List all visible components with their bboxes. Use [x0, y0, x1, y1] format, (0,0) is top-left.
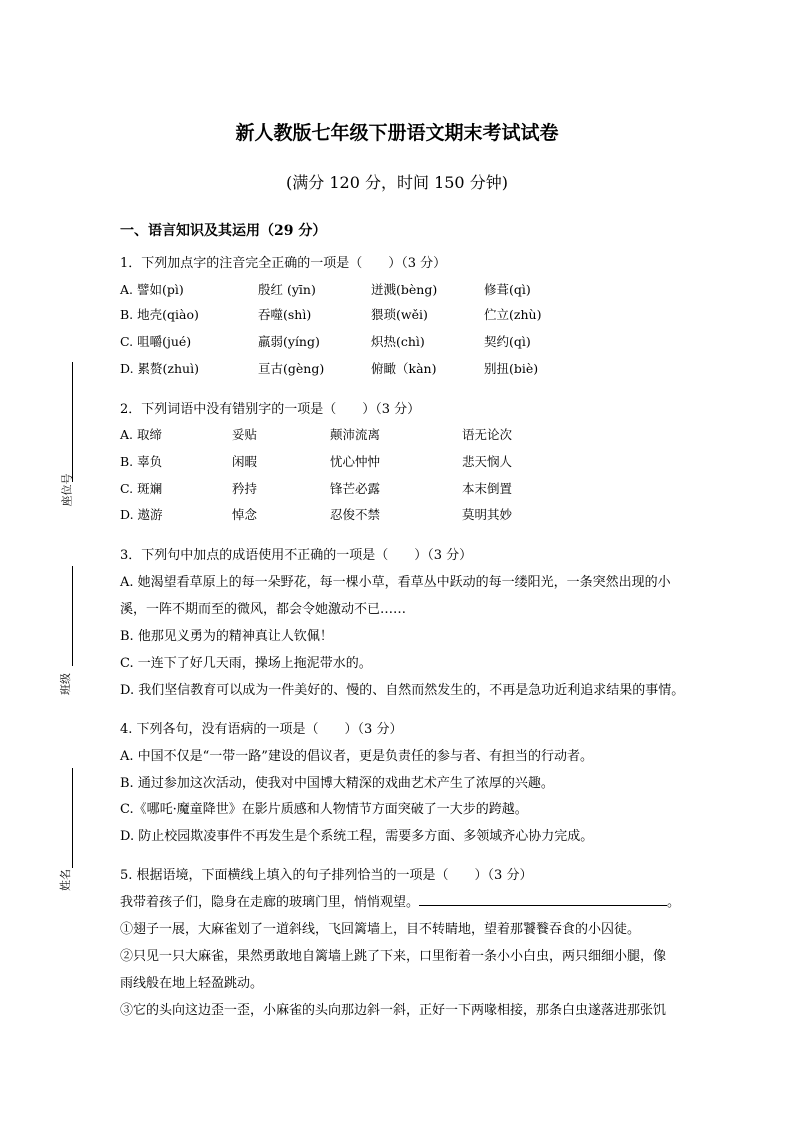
- q1-a-2: 殷红 (yīn): [258, 282, 316, 297]
- q1-a-1: A. 譬如(pì): [120, 282, 184, 297]
- q3-option-d: D. 我们坚信教育可以成为一件美好的、慢的、自然而然发生的，不再是急功近利追求结果的事情。: [120, 683, 685, 698]
- q3-option-a-line2: 溪，一阵不期而至的微风，都会令她激动不已……: [120, 602, 407, 617]
- q1-d-3: 俯瞰（kàn): [371, 361, 437, 376]
- seat-label: 座位号: [60, 473, 74, 507]
- q2-c-1: C. 斑斓: [120, 481, 163, 496]
- q3-option-a-line1: A. 她渴望看草原上的每一朵野花，每一棵小草，看草丛中跃动的每一缕阳光，一条突然出现的小: [120, 575, 671, 590]
- q2-d-1: D. 遨游: [120, 507, 163, 522]
- q2-c-3: 锋芒必露: [330, 481, 381, 496]
- q1-stem: 1．下列加点字的注音完全正确的一项是（ ）（3 分）: [120, 256, 447, 271]
- q2-d-3: 忍俊不禁: [330, 507, 381, 522]
- q1-c-3: 炽热(chì): [371, 334, 425, 349]
- q2-d-4: 莫明其妙: [462, 507, 513, 522]
- q2-d-2: 悼念: [232, 507, 258, 522]
- section-heading: 一、语言知识及其运用（29 分）: [120, 223, 327, 239]
- q2-stem: 2．下列词语中没有错别字的一项是（ ）（3 分）: [120, 402, 421, 417]
- q5-lead: [120, 891, 680, 910]
- q3-option-b: B. 他那见义勇为的精神真让人钦佩！: [120, 629, 333, 644]
- q2-a-2: 妥贴: [232, 427, 258, 442]
- q1-b-1: B. 地壳(qiào): [120, 307, 199, 322]
- q2-a-1: A. 取缔: [120, 427, 162, 442]
- page-subtitle: (满分 120 分，时间 150 分钟): [286, 173, 508, 192]
- q1-b-2: 吞噬(shì): [258, 307, 312, 322]
- q2-b-4: 悲天悯人: [462, 454, 513, 469]
- q2-a-4: 语无论次: [462, 427, 513, 442]
- q5-answer-blank[interactable]: [419, 893, 667, 906]
- q5-sentence-2-line1: ②只见一只大麻雀，果然勇敢地自篱墙上跳了下来，口里衔着一条小小白虫，两只细细小腿，像: [120, 949, 667, 964]
- q1-b-3: 猥琐(wěi): [371, 307, 428, 322]
- q4-option-a: A. 中国不仅是“一带一路”建设的倡议者，更是负责任的参与者、有担当的行动者。: [120, 749, 593, 764]
- q1-d-4: 别扭(biè): [484, 361, 539, 376]
- page-title: 新人教版七年级下册语文期末考试试卷: [235, 122, 559, 144]
- q2-b-3: 忧心忡忡: [330, 454, 381, 469]
- q5-sentence-1: ①翅子一展，大麻雀划了一道斜线，飞回篱墙上，目不转睛地，望着那饕餮吞食的小囚徒。: [120, 922, 641, 937]
- class-label: 班级: [59, 673, 72, 695]
- q4-option-b: B. 通过参加这次活动，使我对中国博大精深的戏曲艺术产生了浓厚的兴趣。: [120, 776, 554, 791]
- q5-stem: 5. 根据语境，下面横线上填入的句子排列恰当的一项是（ ）（3 分）: [120, 868, 533, 883]
- q5-sentence-2-line2: 雨线般在地上轻盈跳动。: [120, 976, 264, 991]
- q4-option-d: D. 防止校园欺凌事件不再发生是个系统工程，需要多方面、多领域齐心协力完成。: [120, 829, 594, 844]
- q2-b-1: B. 辜负: [120, 454, 163, 469]
- q5-lead-end: 。: [667, 895, 681, 910]
- q4-stem: 4. 下列各句，没有语病的一项是（ ）（3 分）: [120, 722, 403, 737]
- q1-a-4: 修葺(qì): [484, 282, 531, 297]
- q1-a-3: 迸溅(bèng): [371, 282, 438, 297]
- seat-line: [72, 362, 73, 482]
- q2-c-2: 矜持: [232, 481, 258, 496]
- q1-b-4: 伫立(zhù): [484, 307, 542, 322]
- name-line: [72, 768, 73, 868]
- q5-lead-text: 我带着孩子们，隐身在走廊的玻璃门里，悄悄观望。: [120, 895, 420, 910]
- q1-c-2: 羸弱(yíng): [258, 334, 320, 349]
- class-line: [72, 566, 73, 666]
- q3-stem: 3．下列句中加点的成语使用不正确的一项是（ ）（3 分）: [120, 548, 473, 563]
- q1-c-4: 契约(qì): [484, 334, 531, 349]
- q5-sentence-3: ③它的头向这边歪一歪，小麻雀的头向那边斜一斜，正好一下两喙相接，那条白虫遂落进那张饥: [120, 1003, 667, 1018]
- name-label: 姓名: [59, 869, 72, 891]
- q1-c-1: C. 咀嚼(jué): [120, 334, 192, 349]
- q1-d-1: D. 累赘(zhuì): [120, 361, 199, 376]
- q4-option-c: C.《哪吒·魔童降世》在影片质感和人物情节方面突破了一大步的跨越。: [120, 802, 528, 817]
- q3-option-c: C. 一连下了好几天雨，操场上拖泥带水的。: [120, 656, 372, 671]
- q2-c-4: 本末倒置: [462, 481, 513, 496]
- q2-b-2: 闲暇: [232, 454, 258, 469]
- q2-a-3: 颠沛流离: [330, 427, 381, 442]
- q1-d-2: 亘古(gèng): [258, 361, 325, 376]
